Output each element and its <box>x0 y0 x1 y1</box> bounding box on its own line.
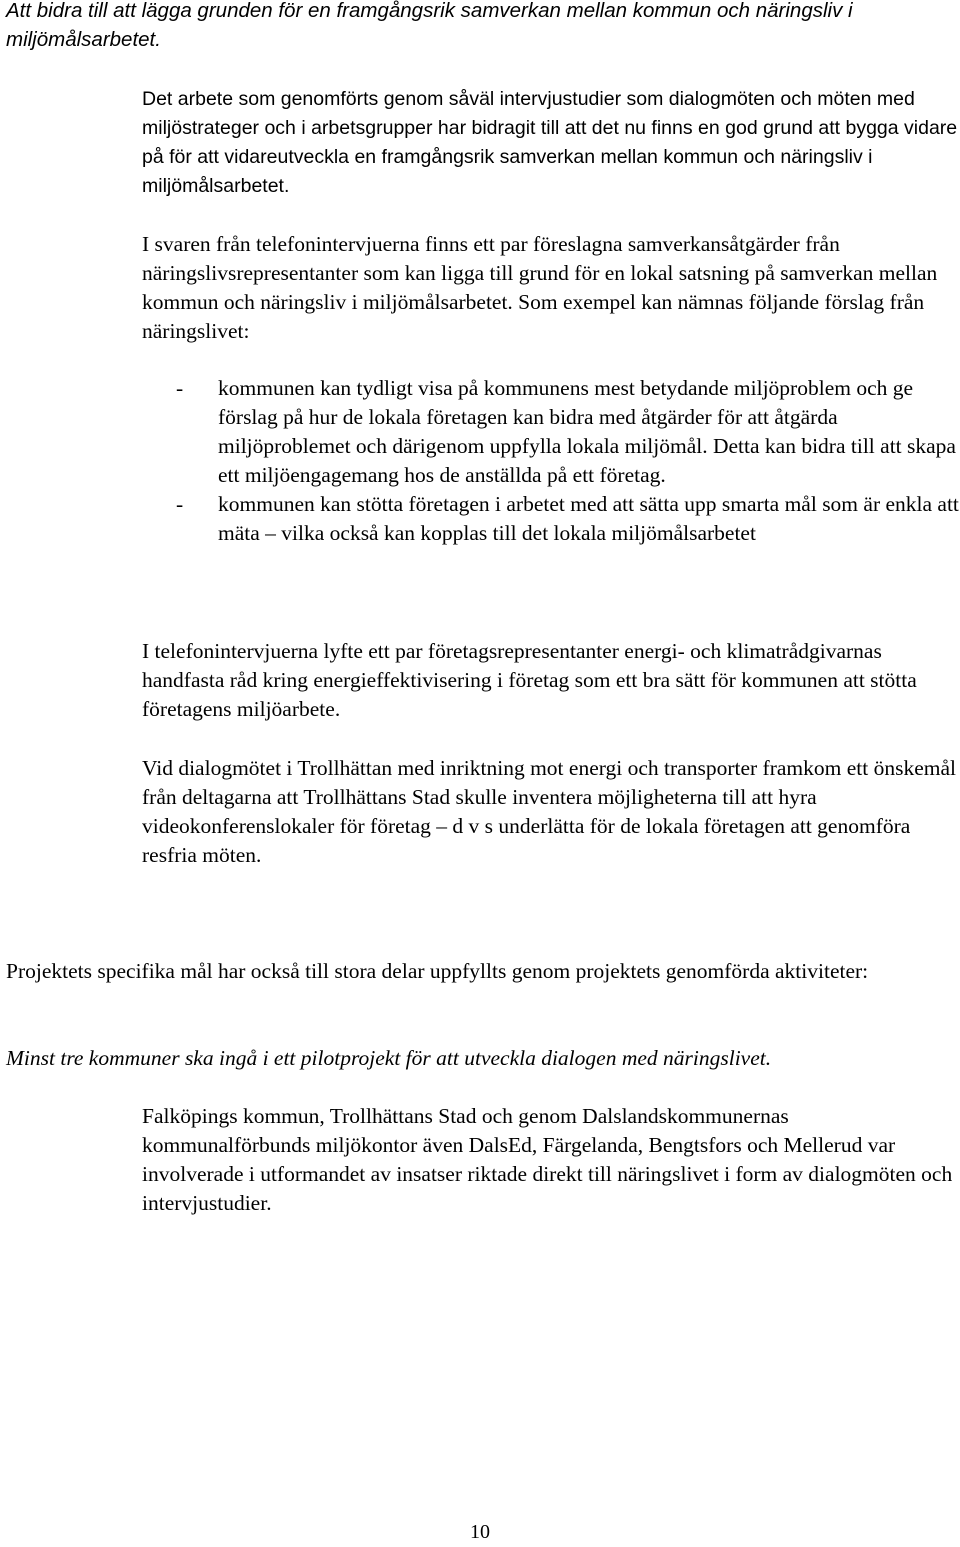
paragraph-falkoping: Falköpings kommun, Trollhättans Stad och genom Dalslandskommunernas kommunalförbunds miljökontor även DalsEd, Färgelanda, Bengtsfors och Mellerud var involverade i utformandet av insatser riktade direkt till näringslivet i form av dialogmöten och intervjustudier. <box>142 1104 953 1215</box>
suggestion-list <box>176 374 960 548</box>
list-item <box>176 490 960 548</box>
paragraph-arbete: Det arbete som genomförts genom såväl intervjustudier som dialogmöten och möten med miljöstrateger och i arbetsgrupper har bidragit till att det nu finns en god grund att bygga vidare på för att vidareutveckla en framgångsrik samverkan mellan kommun och näringsliv i miljömålsarbetet. <box>142 88 958 197</box>
list-marker: - <box>176 376 184 400</box>
list-item-text: kommunen kan stötta företagen i arbetet med att sätta upp smarta mål som är enkla att mäta – vilka också kan kopplas till det lokala miljömålsarbetet <box>218 492 959 545</box>
paragraph-lyfte: I telefonintervjuerna lyfte ett par företagsrepresentanter energi- och klimatrådgivarnas handfasta råd kring energieffektivisering i företag som ett bra sätt för kommunen att stötta företagens miljöarbete. <box>142 639 917 721</box>
paragraph-trollhattan: Vid dialogmötet i Trollhättan med inriktning mot energi och transporter framkom ett önskemål från deltagarna att Trollhättans Stad skulle inventera möjligheterna till att hyra videokonferenslokaler för företag – d v s underlätta för de lokala företagen att genomföra resfria möten. <box>142 756 956 867</box>
list-item-text: kommunen kan tydligt visa på kommunens mest betydande miljöproblem och ge förslag på hur de lokala företagen kan bidra med åtgärder för att åtgärda miljöproblemet och därigenom uppfylla lokala miljömål. Detta kan bidra till att skapa ett miljöengagemang hos de anställda på ett företag. <box>218 376 956 487</box>
paragraph-projekt: Projektets specifika mål har också till stora delar uppfyllts genom projektets genomförda aktiviteter: <box>6 959 869 983</box>
goal-minst-tre-kommuner: Minst tre kommuner ska ingå i ett pilotprojekt för att utveckla dialogen med näringslivet. <box>6 1046 772 1070</box>
list-marker: - <box>176 492 184 516</box>
list-item <box>176 374 960 490</box>
paragraph-svaren: I svaren från telefonintervjuerna finns ett par föreslagna samverkansåtgärder från näringslivsrepresentanter som kan ligga till grund för en lokal satsning på samverkan mellan kommun och näringsliv i miljömålsarbetet. Som exempel kan nämnas följande förslag från näringslivet: <box>142 232 938 343</box>
page-number: 10 <box>470 1521 490 1543</box>
goal-continuation: Att bidra till att lägga grunden för en framgångsrik samverkan mellan kommun och näringsliv i miljömålsarbetet. <box>6 0 853 51</box>
